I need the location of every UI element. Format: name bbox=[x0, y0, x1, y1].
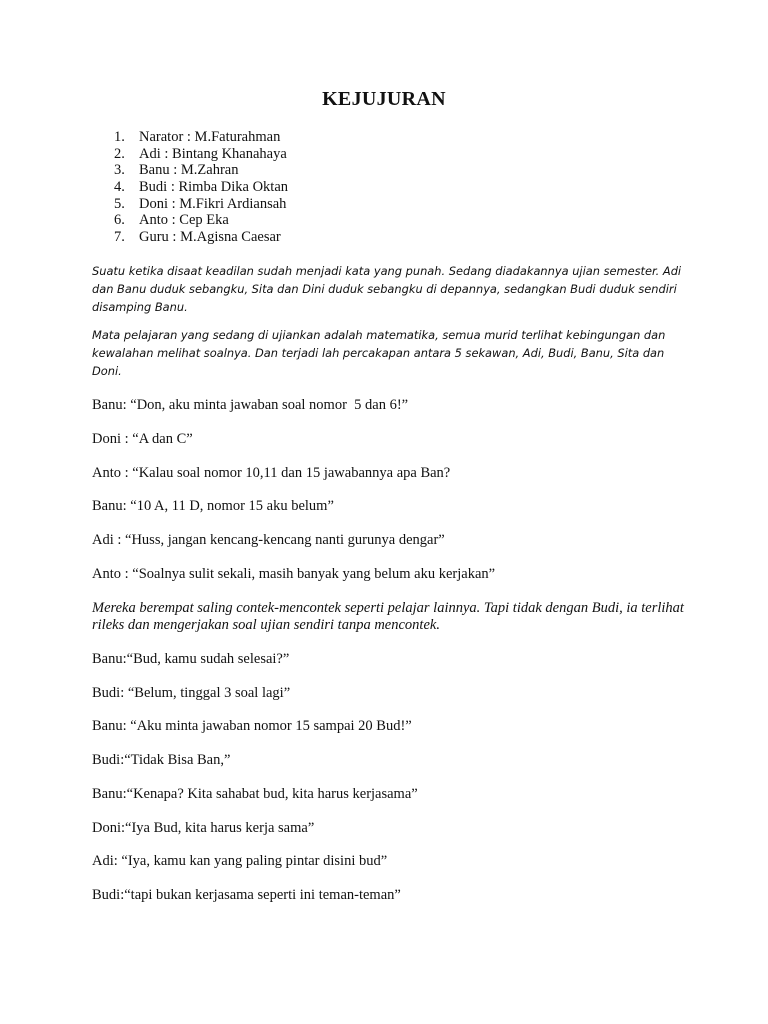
cast-number: 4. bbox=[114, 179, 125, 196]
dialogue-line: Banu:“Bud, kamu sudah selesai?” bbox=[92, 651, 290, 667]
dialogue-line: Anto : “Soalnya sulit sekali, masih banyak yang belum aku kerjakan” bbox=[92, 566, 496, 582]
cast-text: Anto : Cep Eka bbox=[139, 212, 229, 229]
cast-number: 7. bbox=[114, 229, 125, 246]
dialogue-line: Budi: “Belum, tinggal 3 soal lagi” bbox=[92, 685, 291, 701]
dialogue-line: Budi:“Tidak Bisa Ban,” bbox=[92, 752, 231, 768]
dialogue-line: Banu: “Don, aku minta jawaban soal nomor 5 dan 6!” bbox=[92, 397, 409, 413]
cast-number: 2. bbox=[114, 145, 125, 162]
cast-number: 1. bbox=[114, 129, 125, 145]
cast-number: 5. bbox=[114, 195, 125, 212]
dialogue-line: Budi:“tapi bukan kerjasama seperti ini teman-teman” bbox=[92, 887, 401, 903]
dialogue-line: Banu:“Kenapa? Kita sahabat bud, kita harus kerjasama” bbox=[92, 786, 418, 802]
cast-text: Adi : Bintang Khanahaya bbox=[139, 145, 287, 162]
narration-paragraph: Mata pelajaran yang sedang di ujiankan adalah matematika, semua murid terlihat kebingungan dan kewalahan melihat soalnya. Dan terjadi lah percakapan antara 5 sekawan, Adi, Budi, Banu, Sita dan Doni. bbox=[92, 328, 666, 378]
cast-text: Guru : M.Agisna Caesar bbox=[139, 229, 281, 246]
dialogue-line: Anto : “Kalau soal nomor 10,11 dan 15 jawabannya apa Ban? bbox=[92, 465, 451, 481]
document-title: KEJUJURAN bbox=[322, 88, 446, 110]
dialogue-line: Adi : “Huss, jangan kencang-kencang nanti gurunya dengar” bbox=[92, 532, 445, 548]
dialogue-line: Banu: “10 A, 11 D, nomor 15 aku belum” bbox=[92, 498, 334, 514]
cast-text: Budi : Rimba Dika Oktan bbox=[139, 179, 289, 196]
narration-paragraph: Suatu ketika disaat keadilan sudah menjadi kata yang punah. Sedang diadakannya ujian semester. Adi dan Banu duduk sebangku, Sita dan Dini duduk sebangku di depannya, sedangkan Budi duduk sendiri disamping Banu. bbox=[92, 264, 682, 314]
cast-text: Banu : M.Zahran bbox=[139, 162, 239, 179]
cast-number: 6. bbox=[114, 212, 125, 229]
dialogue-line: Banu: “Aku minta jawaban nomor 15 sampai 20 Bud!” bbox=[92, 718, 412, 734]
cast-text: Doni : M.Fikri Ardiansah bbox=[139, 195, 287, 212]
dialogue-line: Doni : “A dan C” bbox=[92, 431, 193, 447]
narration-paragraph: Mereka berempat saling contek-mencontek seperti pelajar lainnya. Tapi tidak dengan Budi, ia terlihat rileks dan mengerjakan soal ujian sendiri tanpa mencontek. bbox=[92, 600, 684, 633]
dialogue-line: Doni:“Iya Bud, kita harus kerja sama” bbox=[92, 820, 315, 836]
cast-number: 3. bbox=[114, 162, 125, 179]
cast-text: Narator : M.Faturahman bbox=[139, 129, 281, 145]
dialogue-line: Adi: “Iya, kamu kan yang paling pintar disini bud” bbox=[92, 853, 388, 869]
